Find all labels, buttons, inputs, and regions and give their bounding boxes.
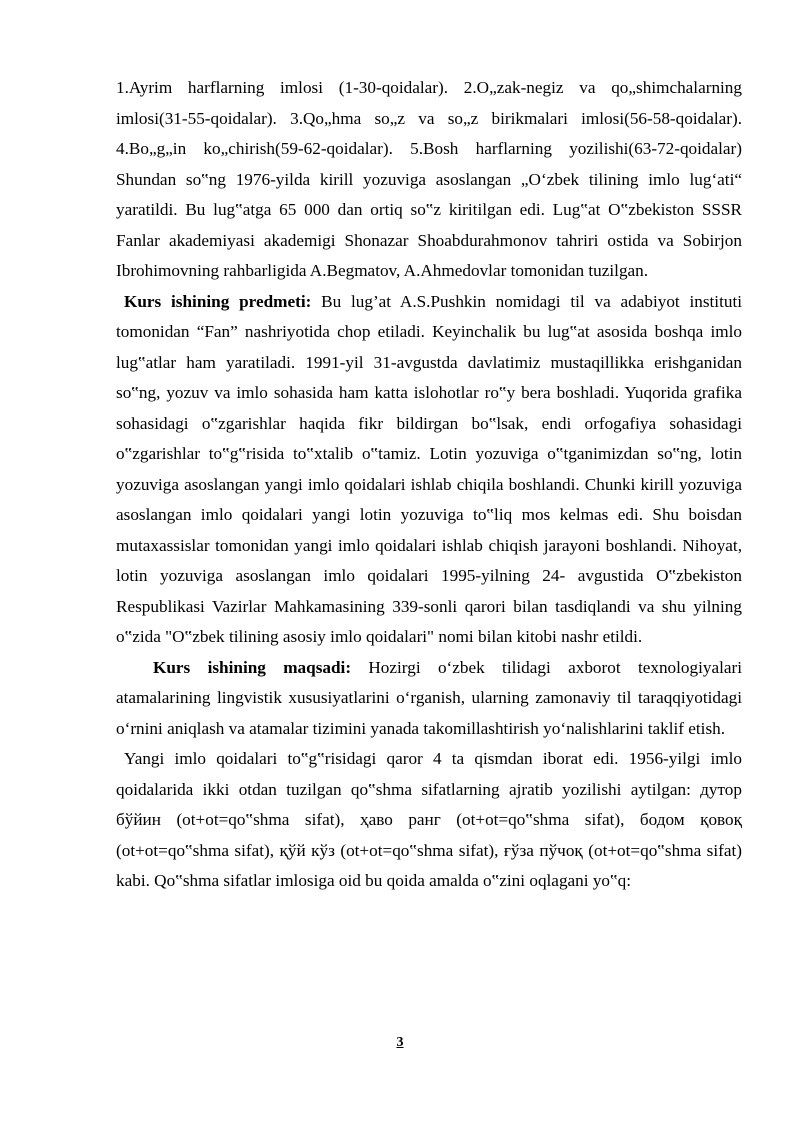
subject-text: Bu lug’at A.S.Pushkin nomidagi til va adabiyot instituti tomonidan “Fan” nashriyotida chop etiladi. Keyinchalik bu lug‟at asosida boshqa imlo lug‟atlar ham yaratiladi. 1991-yil 31-avgustda davlatimiz mustaqillikka erishganidan so‟ng, yozuv va imlo sohasida ham katta islohotlar ro‟y bera boshladi. Yuqorida grafika sohasidagi o‟zgarishlar haqida fikr bildirgan bo‟lsak, endi orfogafiya sohasidagi o‟zgarishlar to‟g‟risida to‟xtalib o‟tamiz. Lotin yozuviga o‟tganimizdan so‟ng, lotin yozuviga asoslangan yangi imlo qoidalari ishlab chiqila boshlandi. Chunki kirill yozuviga asoslangan imlo qoidalari yangi lotin yozuviga to‟liq mos kelmas edi. Shu boisdan mutaxassislar tomonidan yangi imlo qoidalari ishlab chiqish jarayoni boshlandi. Nihoyat, lotin yozuviga asoslangan imlo qoidalari 1995-yilning 24- avgustida O‟zbekiston Respublikasi Vazirlar Mahkamasining 339-sonli qarori bilan tasdiqlandi va shu yilning o‟zida "O‟zbek tilining asosiy imlo qoidalari" nomi bilan kitobi nashr etildi. [116, 291, 742, 646]
paragraph-1-text: 1.Ayrim harflarning imlosi (1-30-qoidalar). 2.O„zak-negiz va qo„shimchalarning imlosi(31-55-qoidalar). 3.Qo„hma so„z va so„z birikmalari imlosi(56-58-qoidalar). 4.Bo„g„in ko„chirish(59-62-qoidalar). 5.Bosh harflarning yozilishi(63-72-qoidalar) Shundan so‟ng 1976-yilda kirill yozuviga asoslangan „O‘zbek tilining imlo lug‘ati“ yaratildi. Bu lug‟atga 65 000 dan ortiq so‟z kiritilgan edi. Lug‟at O‟zbekiston SSSR Fanlar akademiyasi akademigi Shonazar Shoabdurahmonov tahriri ostida va Sobirjon Ibrohimovning rahbarligida A.Begmatov, A.Ahmedovlar tomonidan tuzilgan. [116, 78, 742, 280]
page-body [116, 73, 742, 897]
paragraph-4 [116, 744, 742, 897]
paragraph-goal [116, 653, 742, 745]
page-number: 3 [396, 1035, 404, 1050]
paragraph-4-text: Yangi imlo qoidalari to‟g‟risidagi qaror 4 ta qismdan iborat edi. 1956-yilgi imlo qoidalarida ikki otdan tuzilgan qo‟shma sifatlarning ajratib yozilishi aytilgan: дутор бўйин (ot+ot=qo‟shma sifat), ҳаво ранг (ot+ot=qo‟shma sifat), бодом қовоқ (ot+ot=qo‟shma sifat), қўй кўз (ot+ot=qo‟shma sifat), ғўза пўчоқ (ot+ot=qo‟shma sifat) kabi. Qo‟shma sifatlar imlosiga oid bu qoida amalda o‟zini oqlagani yo‟q: [116, 749, 742, 890]
goal-text: Hozirgi o‘zbek tilidagi axborot texnologiyalari atamalarining lingvistik xususiyatlarini o‘rganish, ularning zamonaviy til taraqqiyotidagi o‘rnini aniqlash va atamalar tizimini yanada takomillashtirish yo‘nalishlarini taklif etish. [116, 657, 742, 738]
paragraph-1 [116, 73, 742, 287]
paragraph-subject [116, 287, 742, 653]
goal-heading: Kurs ishining maqsadi: [153, 657, 352, 677]
subject-heading: Kurs ishining predmeti: [124, 291, 312, 311]
